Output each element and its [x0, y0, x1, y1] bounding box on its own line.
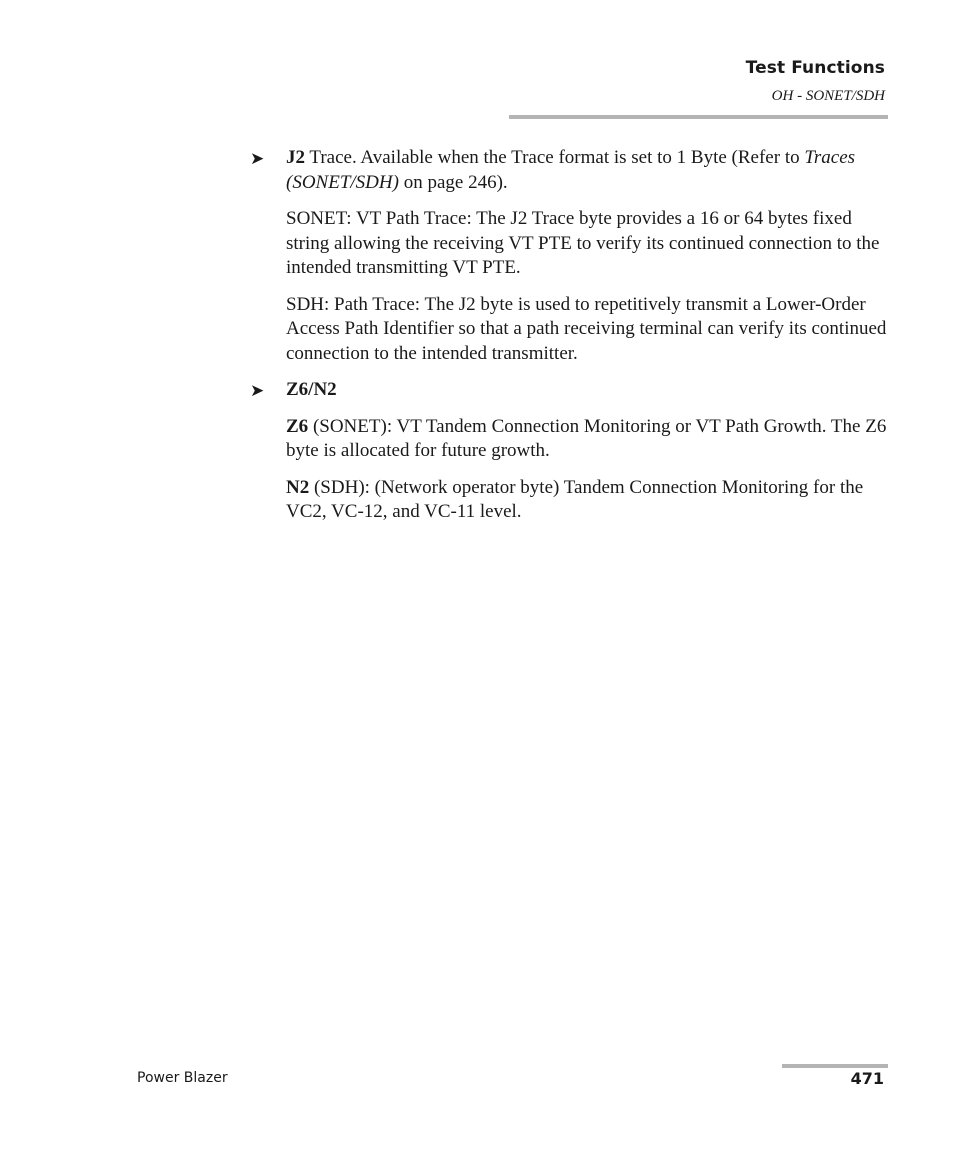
cross-reference-link[interactable]: Traces (SONET/SDH)	[286, 147, 856, 193]
z6-description: Z6 (SONET): VT Tandem Connection Monitoring or VT Path Growth. The Z6 byte is allocated for future growth.	[286, 415, 887, 461]
sdh-description: SDH: Path Trace: The J2 byte is used to repetitively transmit a Lower-Order Access Path Identifier so that a path receiving terminal can verify its continued connection to the intended transmitter.	[286, 293, 887, 364]
footer-product-name: Power Blazer	[137, 1070, 228, 1086]
header-title: Test Functions	[745, 58, 885, 78]
arrow-bullet-icon: ➤	[250, 149, 265, 169]
header-subtitle: OH - SONET/SDH	[771, 88, 885, 104]
footer-divider	[782, 1064, 888, 1068]
z6-n2-heading: Z6/N2	[286, 379, 337, 400]
sonet-description: SONET: VT Path Trace: The J2 Trace byte provides a 16 or 64 bytes fixed string allowing the receiving VT PTE to verify its continued connection to the intended transmitting VT PTE.	[286, 208, 880, 278]
term-z6: Z6	[286, 415, 309, 437]
j2-intro-paragraph: J2 Trace. Available when the Trace format is set to 1 Byte (Refer to Traces (SONET/SDH) on page 246).	[286, 147, 856, 193]
list-item-j2	[250, 146, 890, 366]
n2-description: N2 (SDH): (Network operator byte) Tandem Connection Monitoring for the VC2, VC-12, and VC-11 level.	[286, 476, 864, 522]
header-divider	[509, 115, 888, 119]
term-j2: J2	[286, 147, 305, 168]
list-item-z6-n2	[250, 378, 890, 525]
page-body	[250, 146, 890, 537]
term-n2: N2	[286, 476, 310, 498]
arrow-bullet-icon: ➤	[250, 381, 265, 401]
page-number: 471	[850, 1069, 884, 1088]
